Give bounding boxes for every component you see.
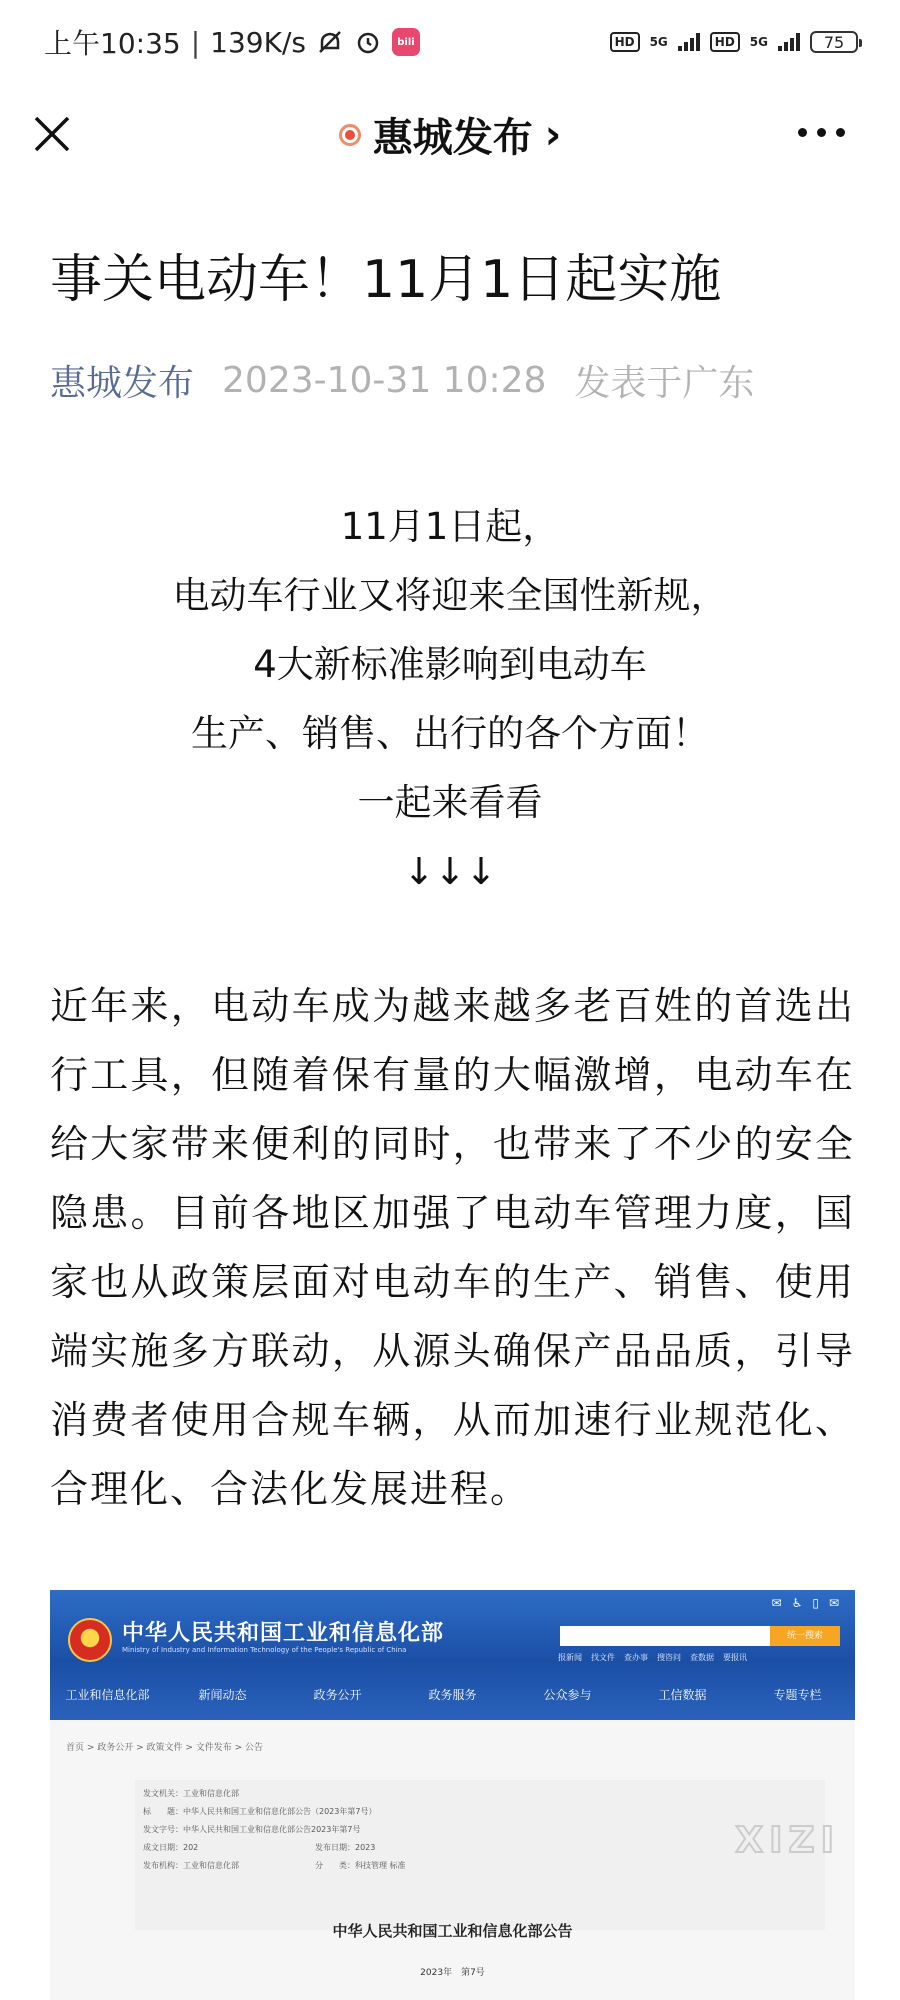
account-title-button[interactable]: [0, 106, 900, 163]
article-source-link[interactable]: 惠城发布: [50, 363, 195, 404]
quick-link: 查数据: [690, 1653, 714, 1662]
quick-link: 报新闻: [558, 1653, 582, 1662]
nav-bar: [0, 84, 900, 184]
network-label-2: 5G: [749, 35, 768, 49]
quick-link: 要报讯: [723, 1653, 747, 1662]
network-speed: 139K/s: [210, 25, 306, 59]
status-left: [44, 22, 420, 62]
down-arrows: ↓↓↓: [403, 850, 497, 893]
more-options-icon[interactable]: [798, 122, 854, 142]
mute-icon: [316, 28, 344, 56]
status-separator: |: [190, 25, 201, 59]
miit-nav-item: 工业和信息化部: [65, 1687, 150, 1702]
intro-line: 一起来看看: [357, 781, 543, 824]
miit-nav-item: 政务公开: [313, 1687, 362, 1702]
miit-search-input: [560, 1626, 780, 1646]
article-datetime: 2023-10-31 10:28: [222, 360, 547, 401]
status-right: [610, 31, 858, 53]
mail-icon: ✉: [828, 1596, 839, 1610]
intro-line: 4大新标准影响到电动车: [253, 643, 647, 686]
intro-line: 11月1日起，: [340, 505, 560, 548]
account-name: 惠城发布: [372, 115, 533, 161]
miit-nav-item: 新闻动态: [198, 1687, 247, 1702]
article-intro: [0, 492, 900, 906]
national-emblem-icon: [68, 1618, 112, 1662]
accessibility-icon: ♿: [791, 1596, 803, 1610]
mobile-icon: ▯: [812, 1596, 819, 1610]
miit-document-meta: [135, 1780, 825, 1930]
status-bar: [0, 0, 900, 84]
meta-row: 标 题：中华人民共和国工业和信息化部公告（2023年第7号）: [143, 1807, 377, 1816]
meta-row: 发布机构：工业和信息化部: [143, 1861, 239, 1870]
miit-nav-item: 专题专栏: [773, 1687, 822, 1702]
miit-nav-item: 公众参与: [543, 1687, 592, 1702]
quick-link: 找文件: [591, 1653, 615, 1662]
miit-nav: [50, 1676, 855, 1712]
miit-english-name: Ministry of Industry and Information Technology of the People's Republic of China: [122, 1646, 407, 1654]
miit-toolbar-icons: [772, 1596, 840, 1610]
notice-number: 2023年 第7号: [420, 1968, 485, 1978]
quick-link: 查办事: [624, 1653, 648, 1662]
hd-badge-2: HD: [710, 32, 740, 52]
miit-header: [50, 1590, 855, 1720]
miit-quick-links: [558, 1652, 747, 1663]
quick-link: 搜咨问: [657, 1653, 681, 1662]
miit-nav-item: 工信数据: [658, 1687, 707, 1702]
miit-name: 中华人民共和国工业和信息化部: [122, 1621, 445, 1646]
intro-line: 生产、销售、出行的各个方面！: [191, 712, 709, 755]
meta-row: 发布日期：2023: [315, 1843, 376, 1852]
network-type: [650, 36, 668, 48]
notice-title: 中华人民共和国工业和信息化部公告: [332, 1922, 573, 1940]
signal-icon-2: [778, 33, 800, 51]
battery-indicator: 75: [810, 31, 858, 53]
article-title: 事关电动车！11月1日起实施: [50, 250, 722, 310]
meta-row: 分 类：科技管理 标准: [315, 1861, 406, 1870]
article-paragraph: 近年来，电动车成为越来越多老百姓的首选出行工具，但随着保有量的大幅激增，电动车在给大家带来便利的同时，也带来了不少的安全隐患。目前各地区加强了电动车管理力度，国家也从政策层面对电动车的生产、销售、使用端实施多方联动，从源头确保产品品质，引导消费者使用合规车辆，从而加速行业规范化、合理化、合法化发展进程。: [50, 984, 855, 1511]
network-type-2: [750, 36, 768, 48]
watermark: XIZI: [735, 1820, 840, 1861]
meta-row: 发文字号：中华人民共和国工业和信息化部公告2023年第7号: [143, 1825, 361, 1834]
bilibili-app-icon: bili: [392, 28, 420, 56]
article-location: 发表于广东: [574, 363, 755, 404]
article-meta: [50, 355, 754, 406]
clock: 上午10:35: [44, 27, 181, 60]
meta-row: 发文机关：工业和信息化部: [143, 1789, 239, 1798]
miit-nav-item: 政务服务: [428, 1687, 477, 1702]
live-indicator-icon: [339, 124, 361, 146]
article-image[interactable]: [50, 1590, 855, 2000]
miit-search-button: 统一搜索: [770, 1626, 840, 1646]
miit-breadcrumb: 首页 > 政务公开 > 政策文件 > 文件发布 > 公告: [66, 1743, 264, 1753]
chevron-right-icon: ›: [544, 111, 562, 158]
network-label: 5G: [649, 35, 668, 49]
wechat-icon: ✉: [771, 1596, 782, 1610]
signal-icon: [678, 33, 700, 51]
intro-line: 电动车行业又将迎来全国性新规，: [172, 574, 728, 617]
meta-row: 成文日期：202: [143, 1843, 199, 1852]
hd-badge: HD: [610, 32, 640, 52]
alarm-icon: [354, 28, 382, 56]
